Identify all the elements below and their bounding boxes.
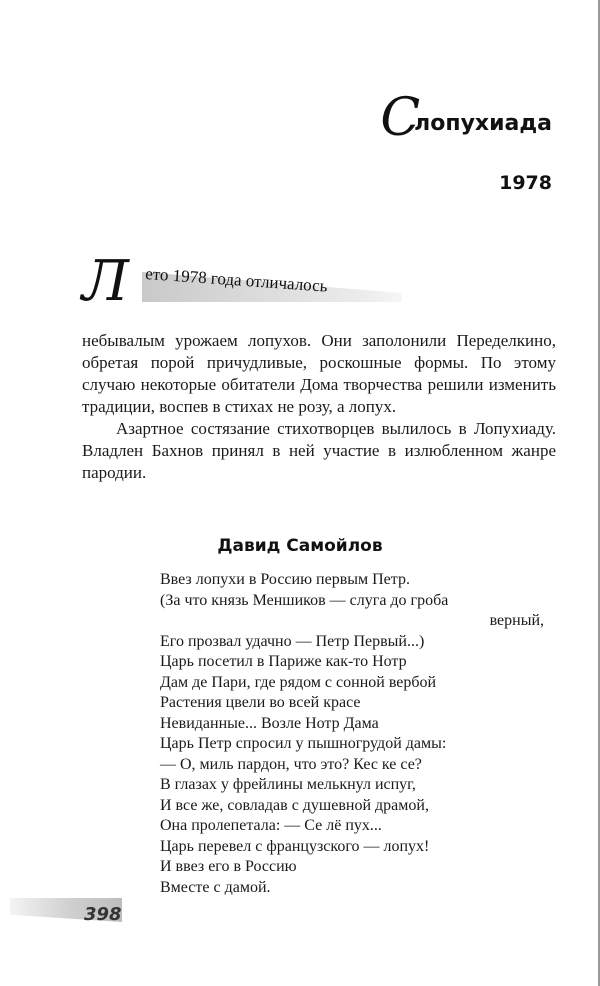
lead-text: ето 1978 года отличалось [144, 264, 329, 296]
poem-line: Царь посетил в Париже как-то Нотр [160, 653, 407, 670]
page-number: 398 [84, 904, 122, 925]
poem-line: Дам де Пари, где рядом с сонной вербой [160, 673, 437, 691]
poem-line: (За что князь Меншиков — слуга до гроба [160, 591, 449, 609]
paragraph: Азартное состязание стихотворцев вылилось в Лопухиаду. Владлен Бахнов принял в ней участие в излюбленном жанре пародии. [82, 419, 556, 482]
poem-line: верный, [489, 612, 544, 629]
poem-line: И все же, совладав с душевной драмой, [160, 796, 429, 814]
poem-line: Царь Петр спросил у пышногрудой дамы: [160, 735, 447, 752]
body-text [82, 330, 556, 484]
poem-line: Она пролепетала: — Се лё пух... [160, 817, 382, 834]
poem-line: Царь перевел с французского — лопух! [160, 837, 430, 855]
poem-line: В глазах у фрейлины мелькнул испуг, [160, 776, 416, 793]
poem-line: Его прозвал удачно — Петр Первый...) [160, 632, 425, 650]
chapter-title [380, 88, 552, 148]
poem-line: Растения цвели во всей красе [160, 694, 361, 711]
poem-line: Ввез лопухи в Россию первым Петр. [160, 571, 410, 588]
paragraph: небывалым урожаем лопухов. Они заполонили Переделкино, обретая порой причудливые, роскошные формы. По этому случаю некоторые обитатели Дома творчества решили изменить традиции, воспев в стихах не розу, а лопух. [82, 331, 556, 416]
lead-line [82, 249, 382, 314]
poem-author: Давид Самойлов [217, 536, 383, 556]
drop-cap: Л [82, 249, 129, 314]
chapter-year: 1978 [499, 172, 552, 194]
poem-line: Вместе с дамой. [160, 878, 271, 896]
poem-line: И ввез его в Россию [160, 858, 297, 875]
title-text: лопухиада [414, 111, 552, 136]
title-initial: С [380, 88, 421, 148]
poem-line: Невиданные... Возле Нотр Дама [160, 714, 379, 732]
poem [160, 570, 544, 898]
poem-line: — О, миль пардон, что это? Кес ке се? [160, 755, 422, 773]
